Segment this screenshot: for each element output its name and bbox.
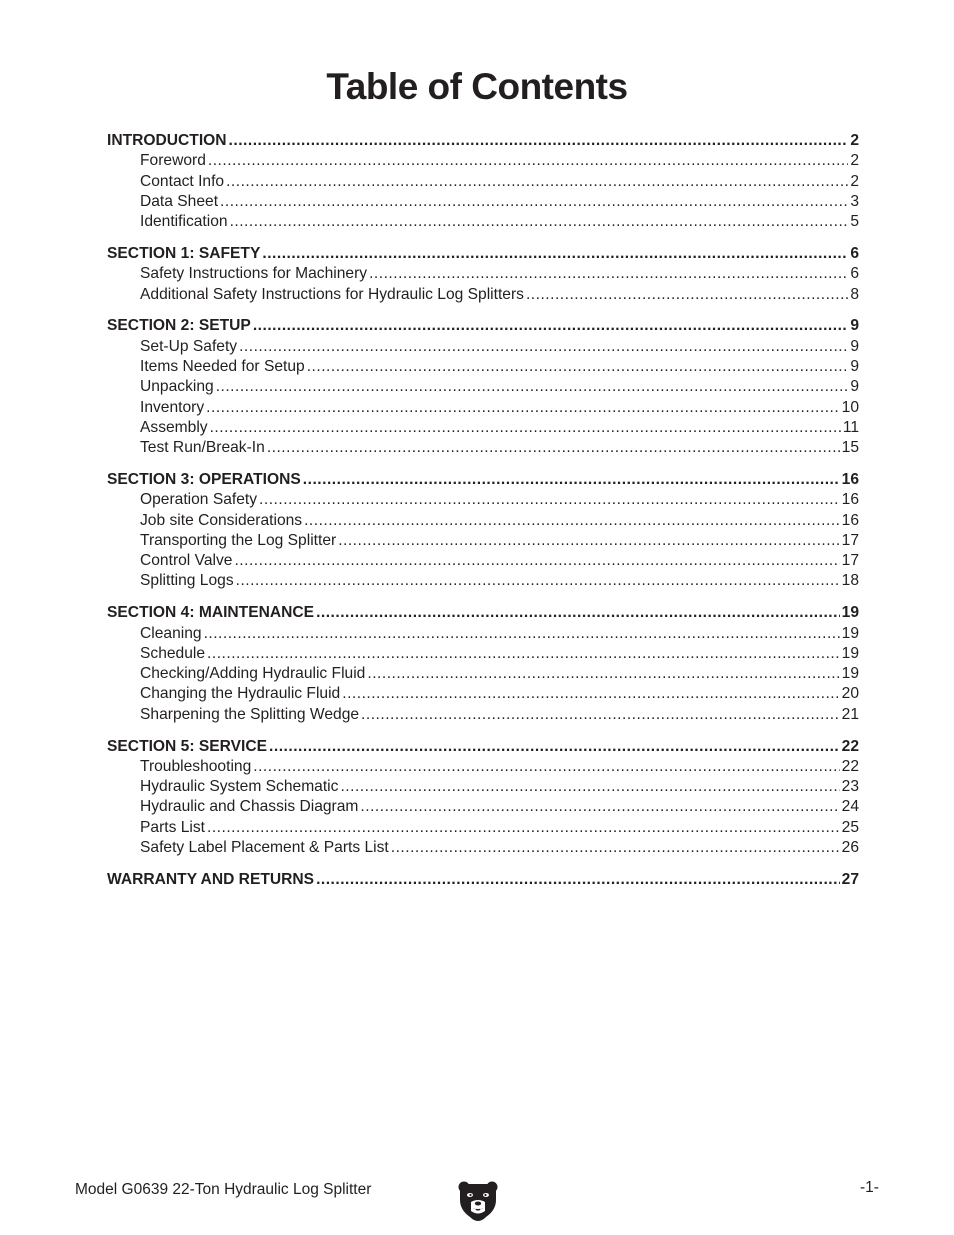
dot-leader — [269, 737, 840, 757]
toc-entry-label: Splitting Logs — [140, 572, 234, 590]
toc-entry-page: 2 — [850, 132, 859, 149]
dot-leader — [526, 285, 848, 305]
toc-entry-label: Contact Info — [140, 172, 225, 190]
toc-subentry — [107, 377, 859, 397]
toc-subentry — [107, 684, 859, 704]
toc-entry-page: 19 — [841, 604, 859, 622]
page-title: Table of Contents — [326, 66, 628, 107]
toc-entry-page: 2 — [850, 152, 859, 170]
toc-subentry — [107, 418, 859, 438]
toc-entry-page: 25 — [841, 818, 859, 836]
dot-leader — [239, 337, 848, 357]
toc-entry-label: Foreword — [140, 152, 206, 170]
toc-subentry — [107, 172, 859, 192]
dot-leader — [267, 438, 840, 458]
toc-entry-page: 8 — [850, 285, 859, 303]
toc-subentry — [107, 797, 859, 817]
toc-entry-page: 23 — [841, 778, 859, 796]
dot-leader — [206, 398, 839, 418]
toc-entry-page: 17 — [841, 552, 859, 570]
toc-entry-label: Set-Up Safety — [140, 337, 238, 355]
toc-entry-page: 20 — [841, 685, 859, 703]
dot-leader — [303, 470, 840, 490]
dot-leader — [216, 377, 849, 397]
toc-subentry — [107, 777, 859, 797]
toc-subentry — [107, 644, 859, 664]
toc-entry-label: Inventory — [140, 398, 205, 416]
toc-subentry — [107, 571, 859, 591]
toc-section-heading — [107, 470, 859, 490]
toc-section — [107, 870, 859, 890]
dot-leader — [236, 571, 840, 591]
dot-leader — [391, 838, 840, 858]
dot-leader — [262, 244, 848, 264]
dot-leader — [234, 551, 839, 571]
toc-subentry — [107, 664, 859, 684]
toc-entry-label: Safety Instructions for Machinery — [140, 265, 368, 283]
toc-section-heading — [107, 870, 859, 890]
toc-section-heading — [107, 603, 859, 623]
toc-entry-label: SECTION 2: SETUP — [107, 317, 251, 335]
toc-entry-label: Job site Considerations — [140, 511, 303, 529]
toc-entry-page: 27 — [841, 870, 859, 888]
toc-entry-label: Changing the Hydraulic Fluid — [140, 685, 341, 703]
toc-entry-page: 10 — [841, 398, 859, 416]
toc-entry-label: Troubleshooting — [140, 757, 252, 775]
toc-entry-label: Sharpening the Splitting Wedge — [140, 705, 360, 723]
toc-subentry — [107, 705, 859, 725]
toc-section — [107, 244, 859, 305]
toc-entry-label: Hydraulic System Schematic — [140, 778, 339, 796]
dot-leader — [369, 264, 848, 284]
dot-leader — [304, 511, 840, 531]
dot-leader — [253, 316, 848, 336]
toc-entry-label: Items Needed for Setup — [140, 357, 305, 375]
toc-section — [107, 603, 859, 725]
toc-entry-label: Operation Safety — [140, 491, 258, 509]
dot-leader — [230, 212, 849, 232]
toc-entry-label: Assembly — [140, 418, 208, 436]
toc-subentry — [107, 398, 859, 418]
toc-entry-label: SECTION 3: OPERATIONS — [107, 470, 301, 488]
toc-entry-page: 26 — [841, 839, 859, 856]
bear-head-logo-icon — [456, 1178, 500, 1222]
toc-entry-page: 15 — [841, 439, 859, 457]
toc-entry-label: Hydraulic and Chassis Diagram — [140, 798, 359, 816]
toc-entry-label: Schedule — [140, 644, 206, 662]
toc-section-heading — [107, 737, 859, 757]
dot-leader — [316, 870, 840, 890]
toc-subentry — [107, 285, 859, 305]
page-number: -1- — [860, 1179, 879, 1196]
toc-entry-label: WARRANTY AND RETURNS — [107, 870, 315, 888]
toc-entry-label: Safety Label Placement & Parts List — [140, 839, 389, 856]
dot-leader — [259, 490, 840, 510]
toc-entry-page: 22 — [841, 757, 859, 775]
dot-leader — [361, 705, 840, 725]
footer-model: Model G0639 22-Ton Hydraulic Log Splitter — [75, 1181, 372, 1198]
dot-leader — [210, 418, 841, 438]
dot-leader — [226, 172, 848, 192]
dot-leader — [360, 797, 839, 817]
toc-entry-label: Unpacking — [140, 378, 214, 396]
toc-entry-label: Additional Safety Instructions for Hydraulic Log Splitters — [140, 285, 524, 303]
toc-section-heading — [107, 316, 859, 336]
toc-subentry — [107, 438, 859, 458]
toc-subentry — [107, 838, 859, 858]
toc-entry-label: SECTION 4: MAINTENANCE — [107, 604, 315, 622]
toc-entry-label: Cleaning — [140, 624, 202, 642]
toc-entry-page: 16 — [841, 470, 859, 488]
toc-subentry — [107, 818, 859, 838]
toc-entry-page: 19 — [841, 624, 859, 642]
dot-leader — [207, 818, 840, 838]
toc-subentry — [107, 757, 859, 777]
dot-leader — [220, 192, 848, 212]
toc-entry-page: 16 — [841, 511, 859, 529]
dot-leader — [338, 531, 839, 551]
toc-entry-page: 11 — [842, 418, 859, 436]
toc-entry-page: 17 — [841, 531, 859, 549]
toc-entry-page: 9 — [850, 337, 859, 355]
toc-section-heading — [107, 244, 859, 264]
toc-section — [107, 737, 859, 859]
toc-section — [107, 470, 859, 592]
toc-subentry — [107, 551, 859, 571]
toc-entry-page: 16 — [841, 491, 859, 509]
dot-leader — [208, 151, 848, 171]
toc-subentry — [107, 264, 859, 284]
toc-subentry — [107, 531, 859, 551]
toc-entry-page: 6 — [850, 244, 859, 262]
toc-entry-page: 21 — [841, 705, 859, 723]
toc-entry-label: Identification — [140, 213, 228, 231]
dot-leader — [316, 603, 840, 623]
toc-entry-page: 9 — [850, 357, 859, 375]
toc-entry-page: 9 — [850, 378, 859, 396]
toc-entry-label: Checking/Adding Hydraulic Fluid — [140, 665, 366, 683]
toc-subentry — [107, 212, 859, 232]
toc-subentry — [107, 151, 859, 171]
toc-subentry — [107, 511, 859, 531]
toc-subentry — [107, 490, 859, 510]
toc-entry-label: Test Run/Break-In — [140, 439, 265, 457]
toc-section — [107, 316, 859, 458]
dot-leader — [342, 684, 839, 704]
toc-entry-label: Transporting the Log Splitter — [140, 531, 337, 549]
dot-leader — [367, 664, 839, 684]
toc-subentry — [107, 192, 859, 212]
toc-entry-label: Control Valve — [140, 552, 233, 570]
toc-entry-label: SECTION 5: SERVICE — [107, 737, 268, 755]
dot-leader — [207, 644, 840, 664]
toc-entry-page: 19 — [841, 665, 859, 683]
toc-section — [107, 131, 859, 232]
dot-leader — [204, 624, 840, 644]
toc-entry-page: 3 — [850, 192, 859, 210]
toc-entry-page: 22 — [841, 737, 859, 755]
dot-leader — [340, 777, 839, 797]
toc-entry-label: Data Sheet — [140, 192, 219, 210]
toc-entry-page: 19 — [841, 644, 859, 662]
toc-entry-page: 2 — [850, 172, 859, 190]
toc-subentry — [107, 357, 859, 377]
toc-section-heading — [107, 131, 859, 151]
toc-entry-page: 5 — [850, 213, 859, 231]
toc-entry-label: SECTION 1: SAFETY — [107, 244, 261, 262]
toc-entry-label: Parts List — [140, 818, 205, 836]
dot-leader — [253, 757, 839, 777]
toc-entry-page: 24 — [841, 798, 859, 816]
toc-subentry — [107, 624, 859, 644]
toc-subentry — [107, 337, 859, 357]
dot-leader — [307, 357, 849, 377]
toc-entry-page: 6 — [850, 265, 859, 283]
toc-entry-label: INTRODUCTION — [107, 132, 227, 149]
table-of-contents — [107, 131, 859, 902]
dot-leader — [229, 131, 849, 151]
toc-entry-page: 9 — [850, 317, 859, 335]
toc-entry-page: 18 — [841, 572, 859, 590]
